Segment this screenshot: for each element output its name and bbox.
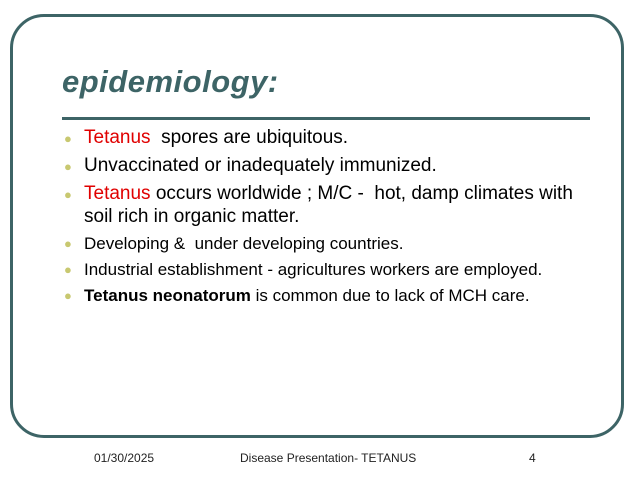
bullet-list <box>62 126 602 311</box>
bullet-item <box>62 259 602 280</box>
bullet-text: Unvaccinated or inadequately immunized. <box>84 155 437 176</box>
bullet-text: Industrial establishment - agricultures workers are employed. <box>84 260 543 279</box>
footer-title: Disease Presentation- TETANUS <box>240 451 417 465</box>
bullet-text: Developing & under developing countries. <box>84 234 404 253</box>
slide-title: epidemiology: <box>62 64 279 99</box>
bullet-text: occurs worldwide ; M/C - hot, damp climates with soil rich in organic matter. <box>84 183 579 227</box>
bullet-icon: ● <box>64 288 72 303</box>
bullet-icon: ● <box>64 236 72 251</box>
bullet-item <box>62 182 602 228</box>
bullet-icon: ● <box>64 131 72 146</box>
footer-date: 01/30/2025 <box>94 451 155 465</box>
bullet-text: is common due to lack of MCH care. <box>250 286 530 305</box>
bullet-item <box>62 285 602 306</box>
page-number: 4 <box>529 451 536 465</box>
bullet-item <box>62 126 602 149</box>
bullet-item <box>62 233 602 254</box>
bullet-icon: ● <box>64 262 72 277</box>
bullet-icon: ● <box>64 187 72 202</box>
bullet-icon: ● <box>64 159 72 174</box>
bullet-lead: Tetanus <box>84 183 151 204</box>
bullet-lead: Tetanus neonatorum <box>84 286 251 305</box>
bullet-text: spores are ubiquitous. <box>150 127 349 148</box>
bullet-item <box>62 154 602 177</box>
title-underline <box>62 117 590 120</box>
bullet-lead: Tetanus <box>84 127 151 148</box>
